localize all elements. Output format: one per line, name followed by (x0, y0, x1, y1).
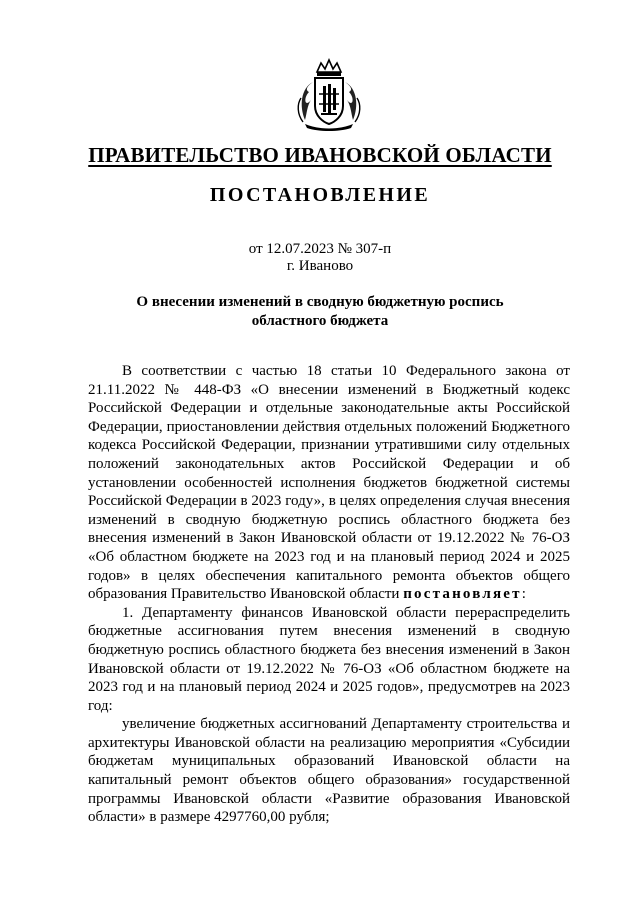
government-title: ПРАВИТЕЛЬСТВО ИВАНОВСКОЙ ОБЛАСТИ (88, 143, 552, 167)
document-body (88, 362, 570, 827)
document-type: ПОСТАНОВЛЕНИЕ (209, 184, 431, 206)
date-and-number: от 12.07.2023 № 307-п (248, 241, 392, 257)
subject-line-2: областного бюджета (251, 313, 389, 329)
subject-line-1: О внесении изменений в сводную бюджетную роспись (136, 294, 504, 310)
item-1-paragraph: 1. Департаменту финансов Ивановской области перераспределить бюджетные ассигнования путем внесения изменений в сводную бюджетную роспись областного бюджета без внесения изменений в Закон Ивановской области от 19.12.2022 № 76-ОЗ «Об областном бюджете на 2023 год и на плановый период 2024 и 2025 годов», предусмотрев на 2023 год: (88, 604, 570, 714)
intro-paragraph (88, 362, 570, 604)
intro-text: В соответствии с частью 18 статьи 10 Федерального закона от 21.11.2022 № 448-ФЗ «О внесении изменений в Бюджетный кодекс Российской Федерации и отдельные законодательные акты Российской Федерации, приостановлении действия отдельных положений Бюджетного кодекса Российской Федерации, признании утратившими силу отдельных положений законодательных актов Российской Федерации и об установлении особенностей исполнения бюджетов бюджетной системы Российской Федерации в 2023 году», в целях определения случая внесения изменений в сводную бюджетную роспись областного бюджета без внесения изменений в Закон Ивановской области от 19.12.2022 № 76-ОЗ «Об областном бюджете на 2023 год и на плановый период 2024 и 2025 годов» в целях обеспечения капитального ремонта объектов общего образования Правительство Ивановской области (88, 363, 570, 603)
city: г. Иваново (286, 258, 354, 274)
resolves-word: постановляет (403, 586, 522, 603)
coat-of-arms-icon (295, 58, 363, 132)
document-subject (0, 293, 640, 331)
item-2-paragraph: увеличение бюджетных ассигнований Департаменту строительства и архитектуры Ивановской области на реализацию мероприятия «Субсидии бюджетам муниципальных образований Ивановской области на капитальный ремонт объектов общего образования» государственной программы Ивановской области «Развитие образования Ивановской области» в размере 4297760,00 рубля; (88, 716, 570, 826)
colon: : (521, 586, 526, 603)
